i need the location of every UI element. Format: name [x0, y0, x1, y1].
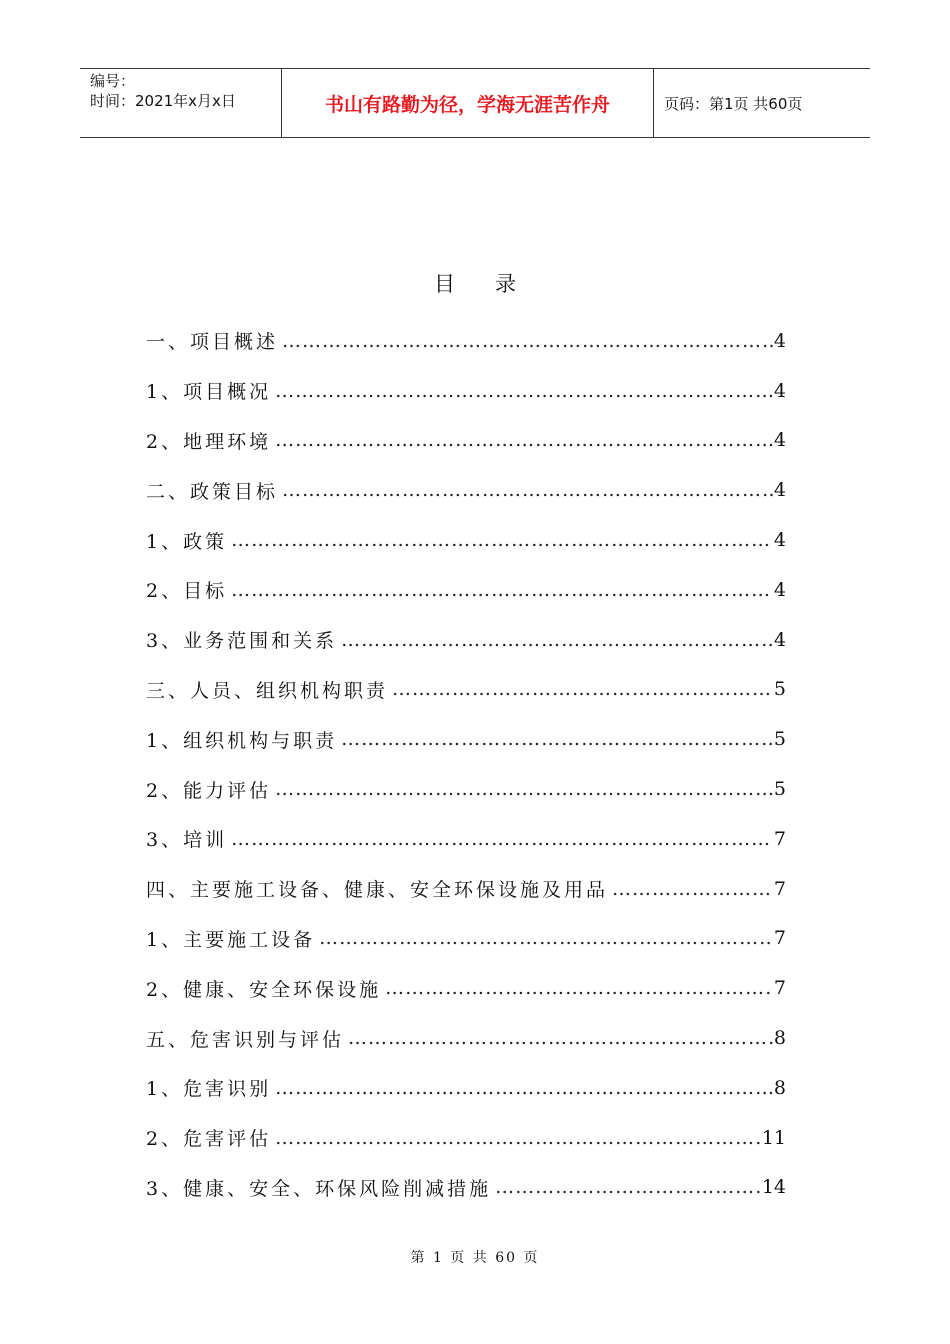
toc-entry[interactable] [146, 366, 786, 416]
toc-entry-label: 二、政策目标 [146, 480, 279, 503]
toc-leader [231, 579, 773, 601]
toc-entry-page: 5 [773, 678, 786, 701]
toc-entry-label: 2、目标 [146, 580, 228, 603]
toc-leader [231, 529, 773, 551]
toc-entry[interactable] [146, 714, 786, 764]
toc-entry-label: 3、培训 [146, 829, 228, 852]
toc-entry-label: 1、组织机构与职责 [146, 729, 338, 752]
toc-entry-label: 一、项目概述 [146, 331, 279, 354]
toc-entry[interactable] [146, 914, 786, 964]
toc-entry[interactable] [146, 316, 786, 366]
toc-entry-label: 2、能力评估 [146, 779, 272, 802]
toc-entry-page: 4 [773, 479, 786, 502]
toc-title: 目录 [434, 272, 556, 296]
page-footer: 第 1 页 共 60 页 [410, 1250, 540, 1266]
toc-entry-page: 8 [773, 1027, 786, 1050]
time-label: 时间：2021年x月x日 [90, 92, 236, 110]
toc-entry-label: 1、主要施工设备 [146, 928, 316, 951]
toc-entry-label: 五、危害识别与评估 [146, 1028, 345, 1051]
toc-leader [275, 429, 773, 451]
toc-entry-label: 2、地理环境 [146, 430, 272, 453]
header-page-info: 页码：第1页 共60页 [664, 94, 803, 113]
toc-entry[interactable] [146, 465, 786, 515]
toc-entry-page: 7 [773, 827, 786, 850]
toc-entry-page: 8 [773, 1076, 786, 1099]
toc-entry[interactable] [146, 814, 786, 864]
header-motto: 书山有路勤为径，学海无涯苦作舟 [282, 69, 654, 137]
toc-entry-page: 4 [773, 329, 786, 352]
toc-entry[interactable] [146, 1163, 786, 1213]
toc-entry-label: 3、业务范围和关系 [146, 630, 338, 653]
toc-entry-page: 5 [773, 728, 786, 751]
toc-entry-label: 四、主要施工设备、健康、安全环保设施及用品 [146, 879, 609, 902]
toc-leader [495, 1176, 761, 1198]
toc-leader [612, 878, 773, 900]
toc-leader [275, 778, 773, 800]
number-label: 编号： [90, 72, 136, 90]
toc-entry-label: 1、项目概况 [146, 381, 272, 404]
toc-leader [275, 1077, 773, 1099]
toc-leader [341, 629, 773, 651]
toc-entry[interactable] [146, 515, 786, 565]
toc-entry-page: 7 [773, 877, 786, 900]
toc-leader [392, 678, 773, 700]
document-header [80, 68, 870, 138]
toc-entry-page: 4 [773, 379, 786, 402]
toc-leader [385, 977, 773, 999]
toc-entry[interactable] [146, 665, 786, 715]
toc-entry-label: 1、危害识别 [146, 1078, 272, 1101]
toc-leader [319, 927, 773, 949]
toc-entry[interactable] [146, 615, 786, 665]
toc-entry-page: 4 [773, 628, 786, 651]
toc-entry-page: 14 [761, 1176, 786, 1199]
toc-entry-label: 三、人员、组织机构职责 [146, 679, 389, 702]
toc-entry[interactable] [146, 1013, 786, 1063]
toc-leader [282, 479, 773, 501]
toc-entry-page: 11 [761, 1126, 786, 1149]
toc-entry[interactable] [146, 416, 786, 466]
toc-entry-page: 4 [773, 529, 786, 552]
header-meta [80, 69, 282, 137]
table-of-contents [146, 316, 786, 1212]
toc-entry-page: 7 [773, 977, 786, 1000]
toc-entry-page: 4 [773, 429, 786, 452]
toc-entry[interactable] [146, 764, 786, 814]
toc-entry-page: 4 [773, 578, 786, 601]
toc-entry-page: 7 [773, 927, 786, 950]
toc-entry-label: 2、健康、安全环保设施 [146, 978, 382, 1001]
toc-entry[interactable] [146, 1063, 786, 1113]
toc-leader [348, 1027, 773, 1049]
toc-entry-label: 2、危害评估 [146, 1128, 272, 1151]
toc-entry-page: 5 [773, 778, 786, 801]
toc-leader [231, 828, 773, 850]
toc-entry[interactable] [146, 1113, 786, 1163]
toc-leader [282, 330, 773, 352]
toc-entry[interactable] [146, 565, 786, 615]
toc-entry-label: 1、政策 [146, 530, 228, 553]
toc-entry[interactable] [146, 864, 786, 914]
toc-leader [275, 1127, 761, 1149]
toc-leader [341, 728, 773, 750]
toc-entry-label: 3、健康、安全、环保风险削减措施 [146, 1177, 492, 1200]
toc-entry[interactable] [146, 963, 786, 1013]
toc-leader [275, 380, 773, 402]
